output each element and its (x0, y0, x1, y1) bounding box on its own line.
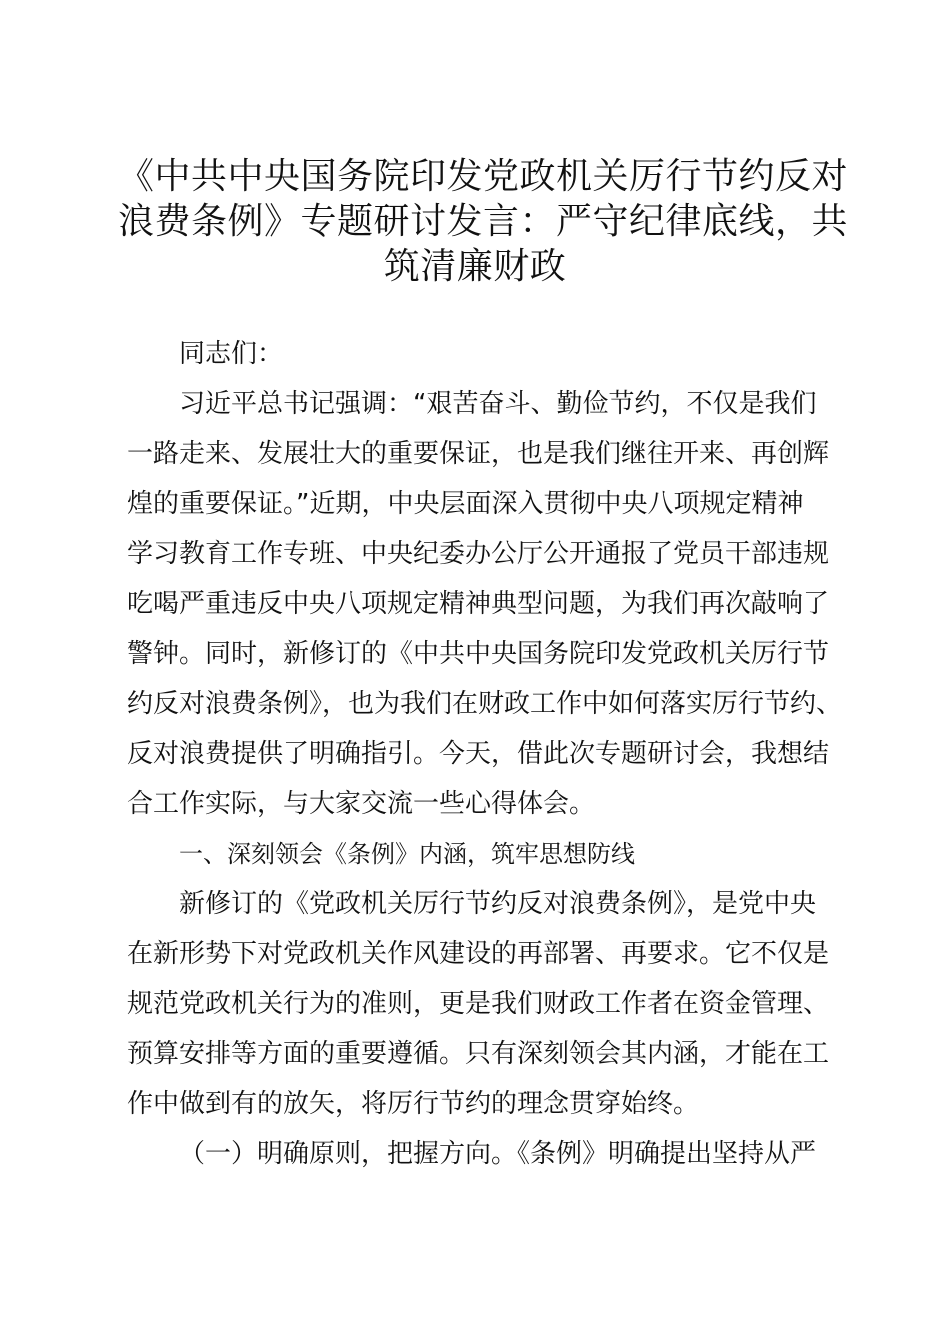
document-body (127, 329, 843, 1179)
title-line: 筑清廉财政 (383, 246, 567, 287)
title-line: 《中共中央国务院印发党政机关厉行节约反对 (118, 156, 849, 197)
salutation: 同志们： (179, 339, 284, 369)
title-line: 浪费条例》专题研讨发言：严守纪律底线，共 (118, 201, 849, 242)
section-heading: 一、深刻领会《条例》内涵，筑牢思想防线 (179, 840, 635, 868)
paragraph-line: 煌的重要保证。”近期，中央层面深入贯彻中央八项规定精神 (127, 489, 804, 519)
document-title (118, 154, 849, 289)
paragraph-line: 约反对浪费条例》，也为我们在财政工作中如何落实厉行节约、 (127, 689, 843, 719)
paragraph-line: 新修订的《党政机关厉行节约反对浪费条例》，是党中央 (179, 889, 817, 919)
paragraph-line: 习近平总书记强调：“艰苦奋斗、勤俭节约，不仅是我们 (179, 389, 817, 419)
paragraph-line: 一路走来、发展壮大的重要保证，也是我们继往开来、再创辉 (127, 439, 830, 469)
paragraph-line: 预算安排等方面的重要遵循。只有深刻领会其内涵，才能在工 (127, 1039, 830, 1069)
paragraph-line: 反对浪费提供了明确指引。今天，借此次专题研讨会，我想结 (127, 739, 830, 769)
paragraph-line: 警钟。同时，新修订的《中共中央国务院印发党政机关厉行节 (127, 639, 830, 669)
paragraph-line: （一）明确原则，把握方向。《条例》明确提出坚持从严 (179, 1139, 817, 1169)
paragraph-line: 吃喝严重违反中央八项规定精神典型问题，为我们再次敲响了 (127, 589, 830, 619)
paragraph-line: 作中做到有的放矢，将厉行节约的理念贯穿始终。 (127, 1089, 700, 1119)
paragraph-line: 学习教育工作专班、中央纪委办公厅公开通报了党员干部违规 (127, 539, 830, 569)
paragraph-line: 合工作实际，与大家交流一些心得体会。 (127, 789, 596, 819)
paragraph-line: 在新形势下对党政机关作风建设的再部署、再要求。它不仅是 (127, 939, 830, 969)
paragraph-line: 规范党政机关行为的准则，更是我们财政工作者在资金管理、 (127, 989, 830, 1019)
